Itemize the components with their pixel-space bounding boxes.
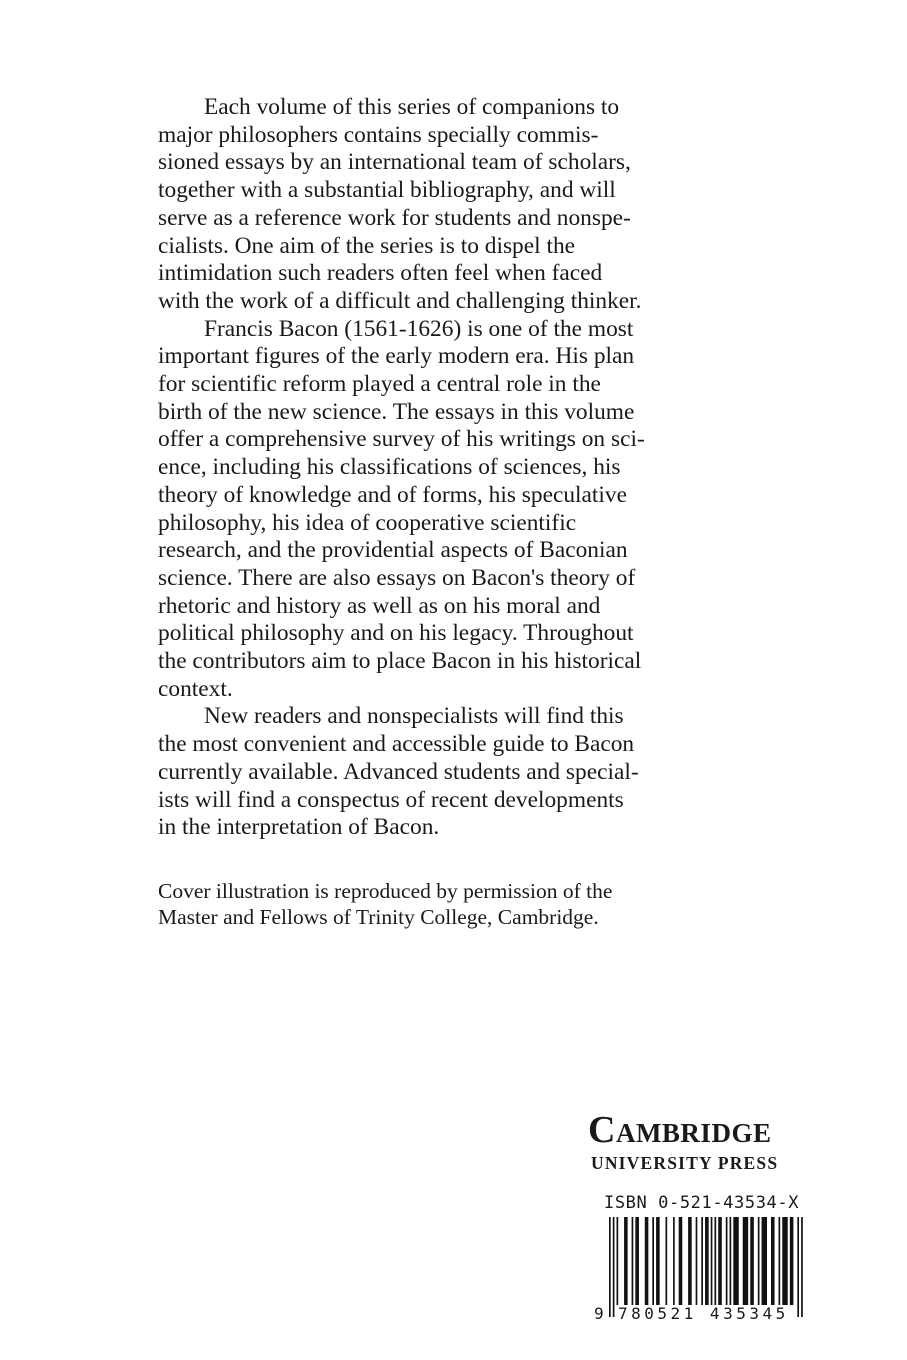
barcode-bar <box>617 1217 619 1305</box>
barcode-bar <box>696 1217 698 1305</box>
barcode-bar <box>609 1217 611 1317</box>
barcode-bar <box>714 1217 716 1305</box>
barcode-bar <box>801 1217 803 1317</box>
cover-illustration-credit: Cover illustration is reproduced by permission of the Master and Fellows of Trinity College, Cambridge. <box>158 879 613 929</box>
barcode-bar <box>673 1217 675 1305</box>
barcode-bar <box>705 1217 709 1305</box>
barcode-bar <box>666 1217 668 1305</box>
barcode-bar <box>730 1217 732 1305</box>
barcode-bar <box>771 1217 775 1305</box>
barcode-lead-digit: 9 <box>594 1304 604 1323</box>
barcode-bar <box>797 1217 799 1317</box>
barcode-bar <box>645 1217 649 1305</box>
barcode-bar <box>701 1217 703 1305</box>
barcode-digits: 780521 435345 <box>618 1304 789 1323</box>
barcode-bar <box>718 1217 722 1305</box>
isbn-block <box>594 1193 810 1325</box>
barcode-bar <box>762 1217 767 1305</box>
barcode-bar <box>790 1217 794 1305</box>
barcode <box>594 1217 810 1325</box>
barcode-bar <box>624 1217 628 1305</box>
publisher-imprint <box>588 1108 838 1174</box>
barcode-bar <box>652 1217 654 1305</box>
barcode-bar <box>613 1217 615 1317</box>
barcode-bar <box>656 1217 660 1305</box>
back-cover-blurb <box>158 94 738 842</box>
barcode-bar <box>750 1217 754 1305</box>
barcode-bar <box>635 1217 639 1305</box>
barcode-bar <box>733 1217 738 1305</box>
publisher-subtitle: UNIVERSITY PRESS <box>591 1153 779 1173</box>
publisher-name: Cambridge <box>588 1109 772 1151</box>
barcode-bar <box>679 1217 683 1305</box>
barcode-bars <box>609 1217 805 1317</box>
barcode-bar <box>688 1217 692 1305</box>
barcode-bar <box>711 1217 713 1305</box>
barcode-bar <box>632 1217 634 1305</box>
barcode-bar <box>782 1217 787 1305</box>
barcode-bar <box>779 1217 781 1305</box>
blurb-paragraph-bacon: Francis Bacon (1561-1626) is one of the most important figures of the early modern era. His plan for scientific reform played a central role in the birth of the new science. The essays in this volume offer a comprehensive survey of his writings on sci- ence, including his classifications of sciences, his theory of knowledge and of forms, his speculative philosophy, his idea of cooperative scientific research, and the providential aspects of Baconian science. There are also essays on Bacon's theory of rhetoric and history as well as on his moral and political philosophy and on his legacy. Throughout the contributors aim to place Bacon in his historical context. <box>158 315 645 702</box>
blurb-paragraph-series: Each volume of this series of companions to major philosophers contains specially commis- sioned essays by an international team of scholars, together with a substantial bibliography, and will serve as a reference work for students and nonspe- cialists. One aim of the series is to dispel the intimidation such readers often feel when faced with the work of a difficult and challenging thinker. <box>158 94 642 314</box>
blurb-paragraph-readers: New readers and nonspecialists will find this the most convenient and accessible guide to Bacon currently available. Advanced students and special- ists will find a conspectus of recent developments in the interpretation of Bacon. <box>158 703 639 841</box>
barcode-bar <box>758 1217 760 1305</box>
barcode-bar <box>743 1217 748 1305</box>
barcode-bar <box>726 1217 728 1305</box>
isbn-label: ISBN 0-521-43534-X <box>604 1193 800 1213</box>
